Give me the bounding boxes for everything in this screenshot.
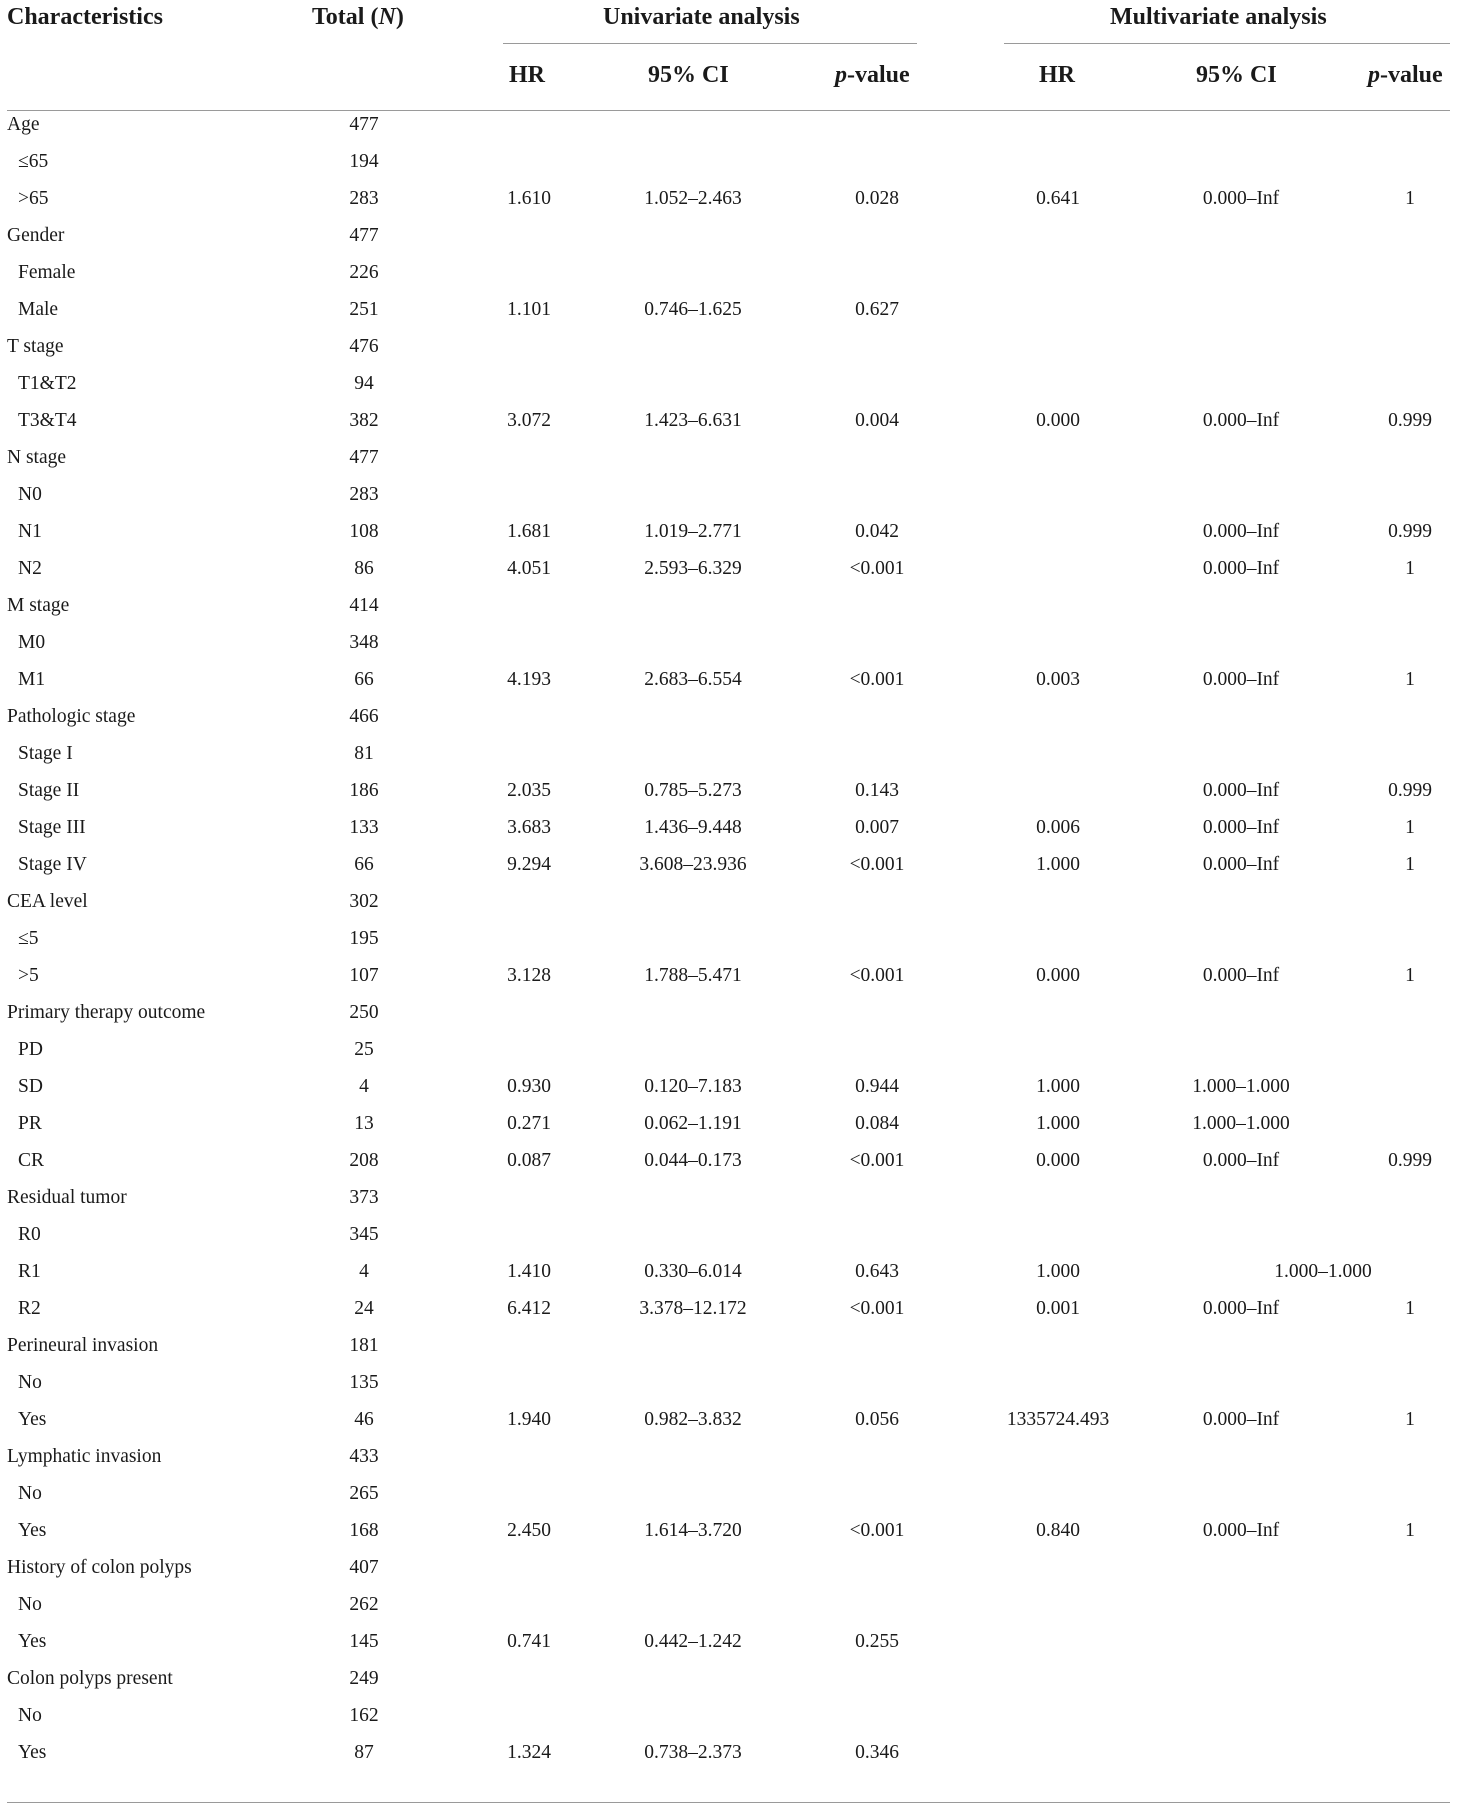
u-ci-cell: 0.746–1.625 (644, 299, 742, 320)
m-ci-cell: 1.000–1.000 (1192, 1113, 1290, 1134)
u-ci-cell: 0.044–0.173 (644, 1150, 742, 1171)
u-hr-cell: 9.294 (507, 854, 551, 875)
table-row (0, 1068, 1460, 1105)
total-cell: 226 (349, 262, 379, 283)
row-label: M stage (7, 595, 70, 616)
row-label: Gender (7, 225, 65, 246)
u-ci-cell: 3.608–23.936 (639, 854, 747, 875)
m-ci-cell: 0.000–Inf (1202, 1150, 1280, 1171)
table-row (0, 1253, 1460, 1290)
total-cell: 81 (354, 743, 374, 764)
table-row (0, 1216, 1460, 1253)
total-cell: 345 (349, 1224, 379, 1245)
m-p-cell: 1 (1405, 1409, 1415, 1430)
u-hr-cell: 0.741 (507, 1631, 551, 1652)
total-cell: 382 (349, 410, 379, 431)
m-p-cell: 0.999 (1388, 521, 1432, 542)
table-row (0, 1549, 1460, 1586)
table-row (0, 1475, 1460, 1512)
m-p-cell: 1 (1405, 817, 1415, 838)
total-cell: 373 (349, 1187, 379, 1208)
table-row (0, 1438, 1460, 1475)
table-row (0, 476, 1460, 513)
u-ci-cell: 1.614–3.720 (644, 1520, 742, 1541)
u-hr-cell: 6.412 (507, 1298, 551, 1319)
u-hr-cell: 0.087 (507, 1150, 551, 1171)
table-row (0, 180, 1460, 217)
row-sublabel: Yes (18, 1409, 47, 1430)
u-p-cell: <0.001 (849, 669, 905, 690)
m-ci-cell: 0.000–Inf (1202, 965, 1280, 986)
total-cell: 186 (349, 780, 379, 801)
u-hr-cell: 0.271 (507, 1113, 551, 1134)
row-sublabel: PD (18, 1039, 43, 1060)
table-row (0, 1734, 1460, 1771)
table-row (0, 1290, 1460, 1327)
m-p-cell: 1 (1405, 1298, 1415, 1319)
row-sublabel: Stage III (18, 817, 86, 838)
u-hr-cell: 1.940 (507, 1409, 551, 1430)
row-sublabel: Stage II (18, 780, 80, 801)
table-row (0, 1401, 1460, 1438)
total-cell: 466 (349, 706, 379, 727)
total-cell: 283 (349, 188, 379, 209)
table-row (0, 624, 1460, 661)
row-label: Perineural invasion (7, 1335, 159, 1356)
table-row (0, 1142, 1460, 1179)
m-hr-cell: 0.641 (1036, 188, 1080, 209)
table-row (0, 846, 1460, 883)
table-row (0, 1327, 1460, 1364)
m-ci-cell: 0.000–Inf (1202, 669, 1280, 690)
table-row (0, 735, 1460, 772)
u-hr-cell: 1.101 (507, 299, 551, 320)
table-row (0, 587, 1460, 624)
table-row (0, 698, 1460, 735)
table-row (0, 513, 1460, 550)
u-hr-cell: 0.930 (507, 1076, 551, 1097)
row-sublabel: T3&T4 (18, 410, 77, 431)
table-row (0, 883, 1460, 920)
m-ci-cell: 0.000–Inf (1202, 817, 1280, 838)
m-ci-cell: 0.000–Inf (1202, 1520, 1280, 1541)
m-hr-cell: 1.000 (1036, 1113, 1080, 1134)
header-multivariate: Multivariate analysis (1110, 4, 1327, 30)
table-row (0, 1364, 1460, 1401)
m-hr-cell: 0.000 (1036, 1150, 1080, 1171)
row-sublabel: R0 (18, 1224, 41, 1245)
m-p-cell: 1 (1405, 558, 1415, 579)
header-u-p: p-value (835, 62, 910, 88)
row-label: N stage (7, 447, 67, 468)
row-sublabel: No (18, 1483, 42, 1504)
total-cell: 162 (349, 1705, 379, 1726)
u-ci-cell: 3.378–12.172 (639, 1298, 747, 1319)
total-cell: 66 (354, 854, 374, 875)
total-cell: 251 (349, 299, 379, 320)
u-hr-cell: 3.128 (507, 965, 551, 986)
header-m-hr: HR (1039, 62, 1075, 88)
table-row (0, 994, 1460, 1031)
table-row (0, 1512, 1460, 1549)
row-sublabel: M1 (18, 669, 46, 690)
row-label: Pathologic stage (7, 706, 136, 727)
multivariate-underline (1004, 43, 1450, 44)
total-cell: 476 (349, 336, 379, 357)
total-cell: 168 (349, 1520, 379, 1541)
table-row (0, 957, 1460, 994)
table-row (0, 365, 1460, 402)
total-cell: 433 (349, 1446, 379, 1467)
row-sublabel: No (18, 1594, 42, 1615)
row-sublabel: M0 (18, 632, 46, 653)
u-ci-cell: 1.423–6.631 (644, 410, 742, 431)
m-ci-cell: 0.000–Inf (1202, 1409, 1280, 1430)
header-total: Total (N) (312, 4, 404, 30)
total-cell: 249 (349, 1668, 379, 1689)
row-sublabel: Yes (18, 1631, 47, 1652)
u-p-cell: 0.084 (855, 1113, 899, 1134)
m-hr-cell: 1335724.493 (1006, 1409, 1110, 1430)
table-row (0, 550, 1460, 587)
u-p-cell: 0.643 (855, 1261, 899, 1282)
u-p-cell: <0.001 (849, 1520, 905, 1541)
table-row (0, 1586, 1460, 1623)
u-hr-cell: 4.051 (507, 558, 551, 579)
total-cell: 86 (354, 558, 374, 579)
row-sublabel: No (18, 1705, 42, 1726)
table-row (0, 217, 1460, 254)
row-sublabel: >5 (18, 965, 39, 986)
m-ci-cell: 1.000–1.000 (1192, 1076, 1290, 1097)
m-ci-cell: 0.000–Inf (1202, 1298, 1280, 1319)
m-p-cell: 1 (1405, 188, 1415, 209)
u-ci-cell: 1.052–2.463 (644, 188, 742, 209)
u-ci-cell: 0.785–5.273 (644, 780, 742, 801)
row-sublabel: >65 (18, 188, 49, 209)
table-row (0, 402, 1460, 439)
table-row (0, 809, 1460, 846)
m-p-cell: 0.999 (1388, 780, 1432, 801)
u-ci-cell: 2.593–6.329 (644, 558, 742, 579)
total-cell: 477 (349, 225, 379, 246)
u-p-cell: 0.346 (855, 1742, 899, 1763)
row-sublabel: PR (18, 1113, 42, 1134)
u-ci-cell: 0.442–1.242 (644, 1631, 742, 1652)
m-hr-cell: 0.006 (1036, 817, 1080, 838)
u-ci-cell: 2.683–6.554 (644, 669, 742, 690)
m-hr-cell: 1.000 (1036, 854, 1080, 875)
row-label: CEA level (7, 891, 88, 912)
header-u-ci: 95% CI (648, 62, 729, 88)
u-ci-cell: 0.120–7.183 (644, 1076, 742, 1097)
total-cell: 302 (349, 891, 379, 912)
total-cell: 94 (354, 373, 374, 394)
m-hr-cell: 1.000 (1036, 1076, 1080, 1097)
table-row (0, 772, 1460, 809)
m-p-cell: 1 (1405, 854, 1415, 875)
row-label: T stage (7, 336, 64, 357)
row-label: Colon polyps present (7, 1668, 173, 1689)
total-cell: 283 (349, 484, 379, 505)
row-sublabel: N0 (18, 484, 42, 505)
table-row (0, 1179, 1460, 1216)
header-u-hr: HR (509, 62, 545, 88)
row-sublabel: Yes (18, 1742, 47, 1763)
table-row (0, 1623, 1460, 1660)
total-cell: 414 (349, 595, 379, 616)
header-m-ci: 95% CI (1196, 62, 1277, 88)
m-hr-cell: 1.000 (1036, 1261, 1080, 1282)
row-sublabel: R1 (18, 1261, 41, 1282)
total-cell: 107 (349, 965, 379, 986)
u-p-cell: <0.001 (849, 558, 905, 579)
m-ci-shifted-cell: 1.000–1.000 (1274, 1261, 1372, 1282)
row-sublabel: SD (18, 1076, 43, 1097)
table-bottom-rule (7, 1802, 1450, 1803)
u-ci-cell: 0.982–3.832 (644, 1409, 742, 1430)
total-cell: 145 (349, 1631, 379, 1652)
m-p-cell: 0.999 (1388, 1150, 1432, 1171)
row-label: Residual tumor (7, 1187, 127, 1208)
m-p-cell: 1 (1405, 669, 1415, 690)
row-sublabel: R2 (18, 1298, 41, 1319)
row-sublabel: Stage IV (18, 854, 87, 875)
row-sublabel: N1 (18, 521, 42, 542)
u-p-cell: 0.143 (855, 780, 899, 801)
table-row (0, 1105, 1460, 1142)
m-ci-cell: 0.000–Inf (1202, 188, 1280, 209)
u-ci-cell: 1.436–9.448 (644, 817, 742, 838)
u-hr-cell: 1.681 (507, 521, 551, 542)
total-cell: 13 (354, 1113, 374, 1134)
total-cell: 208 (349, 1150, 379, 1171)
u-hr-cell: 1.610 (507, 188, 551, 209)
u-p-cell: <0.001 (849, 965, 905, 986)
row-label: History of colon polyps (7, 1557, 192, 1578)
row-sublabel: Yes (18, 1520, 47, 1541)
u-ci-cell: 1.788–5.471 (644, 965, 742, 986)
m-hr-cell: 0.003 (1036, 669, 1080, 690)
total-cell: 25 (354, 1039, 374, 1060)
m-ci-cell: 0.000–Inf (1202, 410, 1280, 431)
u-hr-cell: 2.035 (507, 780, 551, 801)
row-sublabel: ≤65 (18, 151, 49, 172)
row-sublabel: N2 (18, 558, 42, 579)
table-row (0, 328, 1460, 365)
total-cell: 133 (349, 817, 379, 838)
u-p-cell: 0.004 (855, 410, 899, 431)
total-cell: 477 (349, 447, 379, 468)
row-label: Primary therapy outcome (7, 1002, 206, 1023)
total-cell: 87 (354, 1742, 374, 1763)
u-p-cell: <0.001 (849, 1150, 905, 1171)
total-cell: 4 (359, 1076, 369, 1097)
total-cell: 135 (349, 1372, 379, 1393)
m-hr-cell: 0.001 (1036, 1298, 1080, 1319)
total-cell: 24 (354, 1298, 374, 1319)
u-hr-cell: 3.683 (507, 817, 551, 838)
header-univariate: Univariate analysis (603, 4, 800, 30)
total-cell: 348 (349, 632, 379, 653)
row-sublabel: Female (18, 262, 76, 283)
total-cell: 181 (349, 1335, 379, 1356)
u-p-cell: <0.001 (849, 854, 905, 875)
table-row (0, 106, 1460, 143)
table-row (0, 661, 1460, 698)
u-p-cell: 0.255 (855, 1631, 899, 1652)
u-p-cell: 0.056 (855, 1409, 899, 1430)
total-cell: 262 (349, 1594, 379, 1615)
total-cell: 407 (349, 1557, 379, 1578)
m-ci-cell: 0.000–Inf (1202, 521, 1280, 542)
univariate-underline (503, 43, 917, 44)
table-row (0, 920, 1460, 957)
row-label: Age (7, 114, 40, 135)
u-p-cell: 0.627 (855, 299, 899, 320)
m-ci-cell: 0.000–Inf (1202, 558, 1280, 579)
table-row (0, 1031, 1460, 1068)
table-row (0, 1697, 1460, 1734)
u-hr-cell: 1.324 (507, 1742, 551, 1763)
table-row (0, 143, 1460, 180)
m-p-cell: 1 (1405, 965, 1415, 986)
table-row (0, 439, 1460, 476)
m-p-cell: 1 (1405, 1520, 1415, 1541)
row-sublabel: Male (18, 299, 59, 320)
total-cell: 195 (349, 928, 379, 949)
row-label: Lymphatic invasion (7, 1446, 162, 1467)
u-p-cell: <0.001 (849, 1298, 905, 1319)
table-row (0, 291, 1460, 328)
u-p-cell: 0.007 (855, 817, 899, 838)
row-sublabel: ≤5 (18, 928, 39, 949)
u-p-cell: 0.028 (855, 188, 899, 209)
total-cell: 265 (349, 1483, 379, 1504)
u-ci-cell: 1.019–2.771 (644, 521, 742, 542)
total-cell: 66 (354, 669, 374, 690)
header-m-p: p-value (1368, 62, 1443, 88)
header-characteristics: Characteristics (7, 4, 163, 30)
total-cell: 250 (349, 1002, 379, 1023)
total-cell: 194 (349, 151, 379, 172)
u-p-cell: 0.944 (855, 1076, 899, 1097)
total-cell: 477 (349, 114, 379, 135)
m-hr-cell: 0.000 (1036, 410, 1080, 431)
u-p-cell: 0.042 (855, 521, 899, 542)
row-sublabel: CR (18, 1150, 45, 1171)
m-ci-cell: 0.000–Inf (1202, 780, 1280, 801)
m-ci-cell: 0.000–Inf (1202, 854, 1280, 875)
table-row (0, 254, 1460, 291)
row-sublabel: No (18, 1372, 42, 1393)
row-sublabel: T1&T2 (18, 373, 77, 394)
u-ci-cell: 0.330–6.014 (644, 1261, 742, 1282)
total-cell: 46 (354, 1409, 374, 1430)
table-row (0, 1660, 1460, 1697)
total-cell: 4 (359, 1261, 369, 1282)
m-p-cell: 0.999 (1388, 410, 1432, 431)
u-ci-cell: 0.738–2.373 (644, 1742, 742, 1763)
u-hr-cell: 4.193 (507, 669, 551, 690)
u-ci-cell: 0.062–1.191 (644, 1113, 742, 1134)
u-hr-cell: 2.450 (507, 1520, 551, 1541)
u-hr-cell: 3.072 (507, 410, 551, 431)
m-hr-cell: 0.840 (1036, 1520, 1080, 1541)
m-hr-cell: 0.000 (1036, 965, 1080, 986)
total-cell: 108 (349, 521, 379, 542)
u-hr-cell: 1.410 (507, 1261, 551, 1282)
row-sublabel: Stage I (18, 743, 73, 764)
